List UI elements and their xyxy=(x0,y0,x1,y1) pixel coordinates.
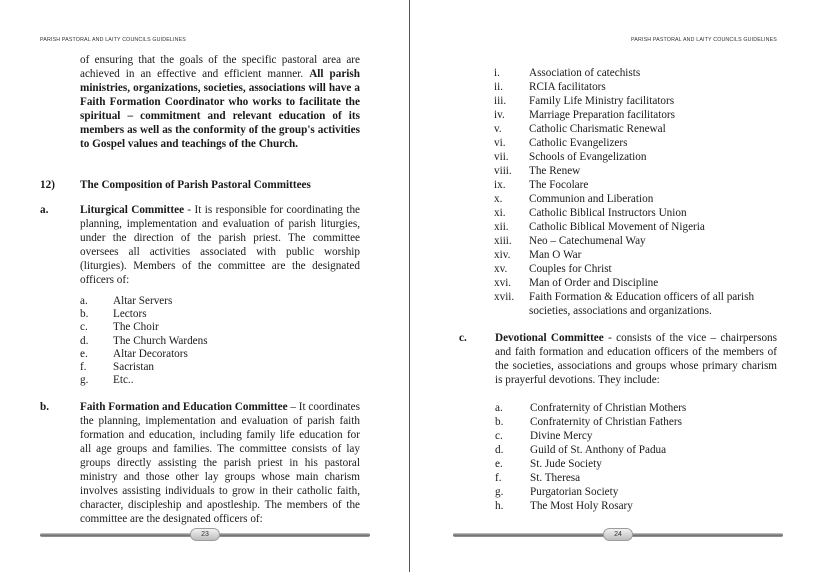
list-item-label: Catholic Evangelizers xyxy=(529,137,628,149)
list-item-label: The Most Holy Rosary xyxy=(530,500,633,512)
list-item xyxy=(494,192,779,206)
list-item-label: Couples for Christ xyxy=(529,263,612,275)
list-item-number: i. xyxy=(494,67,500,79)
list-item-number: xv. xyxy=(494,263,508,275)
list-item-number: xi. xyxy=(494,207,506,219)
list-item-number: iv. xyxy=(494,109,505,121)
devotional-committee-title: Devotional Committee xyxy=(495,332,604,344)
list-item xyxy=(80,335,350,348)
list-item xyxy=(494,164,779,178)
list-item-number: e. xyxy=(80,347,88,360)
page-number: 23 xyxy=(190,528,220,541)
list-item xyxy=(80,321,350,334)
list-item xyxy=(495,485,765,499)
list-item-number: a. xyxy=(80,295,88,307)
list-item-label: Confraternity of Christian Mothers xyxy=(530,402,687,414)
list-item-number: xiii. xyxy=(494,235,512,247)
list-item xyxy=(494,150,779,164)
list-item xyxy=(495,499,765,513)
list-item xyxy=(494,276,779,290)
list-item-number: ix. xyxy=(494,179,506,191)
devotional-groups-list xyxy=(495,401,765,513)
list-item-number: v. xyxy=(494,123,502,135)
list-item xyxy=(495,429,765,443)
list-item xyxy=(494,234,779,248)
list-item-number: f. xyxy=(80,361,87,374)
list-item-label: Neo – Catechumenal Way xyxy=(529,235,646,247)
list-item-number: g. xyxy=(495,486,504,498)
list-item-number: xvi. xyxy=(494,277,512,289)
list-item xyxy=(494,220,779,234)
list-item-label: Catholic Biblical Movement of Nigeria xyxy=(529,221,705,233)
list-item-label: Man of Order and Discipline xyxy=(529,277,659,289)
liturgical-committee-text: - It is responsible for coordinating the planning, implementation and evaluation of parish liturgies, under the direction of the parish priest. The committee oversees all activities associated with public worship (liturgies). Members of the committee are the designated officers of: xyxy=(80,204,361,286)
list-item-label: The Focolare xyxy=(529,179,589,191)
list-item xyxy=(494,108,779,122)
intro-text: of ensuring that the goals of the specific pastoral area are achieved in an effective and efficient manner. xyxy=(80,54,360,80)
list-item-number: d. xyxy=(495,444,504,456)
list-item-label: The Church Wardens xyxy=(113,334,208,347)
list-item-label: St. Theresa xyxy=(530,472,581,484)
list-item-number: vii. xyxy=(494,151,509,163)
list-item-number: viii. xyxy=(494,165,512,177)
section-number: 12) xyxy=(40,179,55,191)
intro-paragraph xyxy=(80,53,360,151)
liturgical-committee-title: Liturgical Committee xyxy=(80,204,185,216)
faith-formation-title: Faith Formation and Education Committee xyxy=(80,401,288,413)
list-item xyxy=(80,295,350,308)
list-item-number: ii. xyxy=(494,81,504,93)
list-item-number: b. xyxy=(80,308,89,321)
list-item-number: g. xyxy=(80,374,89,387)
list-item xyxy=(495,401,765,415)
list-item-number: x. xyxy=(494,193,503,205)
list-item-number: d. xyxy=(80,334,89,347)
list-item-label: Altar Servers xyxy=(113,295,173,307)
devotional-committee-paragraph xyxy=(495,331,777,387)
liturgical-committee-paragraph xyxy=(80,203,360,287)
list-item xyxy=(494,262,779,276)
list-item-label: RCIA facilitators xyxy=(529,81,606,93)
list-item xyxy=(80,361,350,374)
running-header: PARISH PASTORAL AND LAITY COUNCILS GUIDELINES xyxy=(631,37,777,43)
list-item-label: Schools of Evangelization xyxy=(529,151,647,163)
list-item-label: Etc.. xyxy=(113,374,134,387)
page-gutter xyxy=(409,0,410,572)
list-item-number: xiv. xyxy=(494,249,511,261)
list-item-label: Purgatorian Society xyxy=(530,486,619,498)
list-item-label: Sacristan xyxy=(113,361,155,374)
list-item-label: Lectors xyxy=(113,308,147,321)
list-item xyxy=(494,248,779,262)
faith-formation-officers-list xyxy=(494,66,779,318)
list-item-label: Association of catechists xyxy=(529,67,641,79)
list-item xyxy=(494,290,779,318)
devotional-committee-text: - consists of the vice – chairpersons and faith formation and education officers of the members of the societies, associations and groups whose primary charism is prayerful devotions. They include: xyxy=(495,332,777,386)
item-a-marker: a. xyxy=(40,204,49,216)
list-item-number: e. xyxy=(495,458,503,470)
item-c-marker: c. xyxy=(459,332,467,344)
list-item xyxy=(494,66,779,80)
list-item-label: Faith Formation & Education officers of all parish societies, associations and organizations. xyxy=(529,291,755,317)
list-item-label: Communion and Liberation xyxy=(529,193,654,205)
page-number: 24 xyxy=(603,528,633,541)
list-item xyxy=(80,374,350,387)
list-item xyxy=(495,443,765,457)
item-b-marker: b. xyxy=(40,401,50,413)
list-item-number: h. xyxy=(495,500,504,512)
list-item xyxy=(494,94,779,108)
right-page xyxy=(411,0,821,572)
list-item xyxy=(495,457,765,471)
list-item xyxy=(80,348,350,361)
list-item xyxy=(494,206,779,220)
list-item xyxy=(80,308,350,321)
list-item-label: Altar Decorators xyxy=(113,347,188,360)
liturgical-officers-list xyxy=(80,295,350,387)
intro-bold-text: All parish ministries, organizations, societies, associations will have a Faith Formation Coordinator who works to facilitate the spiritual – commitment and relevant education of its members as well as the conformity of the group's activities to Gospel values and teachings of the Church. xyxy=(80,68,360,150)
list-item xyxy=(494,80,779,94)
list-item-number: a. xyxy=(495,402,503,414)
faith-formation-paragraph xyxy=(80,400,360,526)
list-item-number: xvii. xyxy=(494,291,515,303)
list-item-number: f. xyxy=(495,472,502,484)
list-item-label: Catholic Charismatic Renewal xyxy=(529,123,666,135)
list-item-number: vi. xyxy=(494,137,506,149)
list-item-label: The Choir xyxy=(113,321,159,334)
list-item-label: Marriage Preparation facilitators xyxy=(529,109,675,121)
list-item-label: Divine Mercy xyxy=(530,430,593,442)
left-page xyxy=(0,0,409,572)
list-item-label: Family Life Ministry facilitators xyxy=(529,95,675,107)
faith-formation-text: – It coordinates the planning, implementation and evaluation of parish faith formation and education, including family life education for all age groups and families. The committee consists of lay groups directly assisting the parish priest in his pastoral ministry and those other lay groups whose main charism involves assisting individuals to grow in their catholic faith, character, discipleship and apostleship. The members of the committee are the designated officers of: xyxy=(80,401,360,525)
list-item-number: c. xyxy=(495,430,503,442)
list-item-number: c. xyxy=(80,321,88,334)
list-item-label: Catholic Biblical Instructors Union xyxy=(529,207,687,219)
list-item-label: The Renew xyxy=(529,165,581,177)
list-item-label: Man O War xyxy=(529,249,582,261)
list-item-label: St. Jude Society xyxy=(530,458,602,470)
running-header: PARISH PASTORAL AND LAITY COUNCILS GUIDELINES xyxy=(40,37,186,43)
section-title: The Composition of Parish Pastoral Committees xyxy=(80,179,311,191)
list-item xyxy=(494,178,779,192)
list-item xyxy=(494,122,779,136)
list-item-number: xii. xyxy=(494,221,509,233)
list-item-label: Confraternity of Christian Fathers xyxy=(530,416,682,428)
list-item-label: Guild of St. Anthony of Padua xyxy=(530,444,667,456)
page-footer xyxy=(453,528,783,542)
list-item-number: b. xyxy=(495,416,504,428)
list-item xyxy=(494,136,779,150)
page-footer xyxy=(40,528,370,542)
list-item xyxy=(495,471,765,485)
list-item-number: iii. xyxy=(494,95,507,107)
list-item xyxy=(495,415,765,429)
